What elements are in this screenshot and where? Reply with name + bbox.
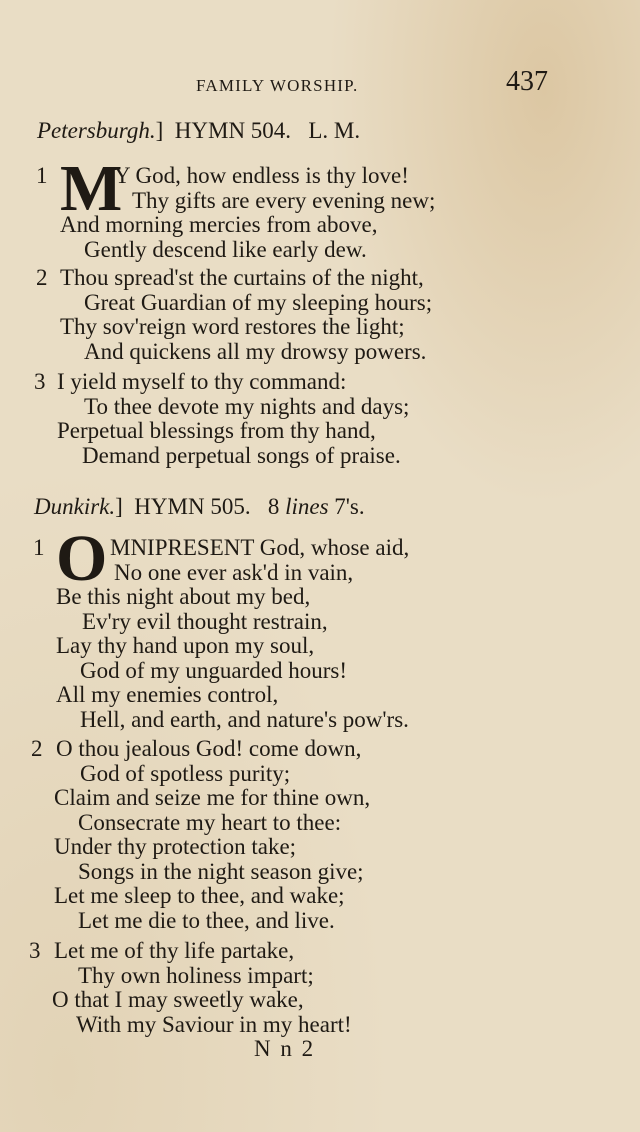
hymn-504-dropcap: M — [60, 152, 123, 225]
hymn-505-tune: Dunkirk. — [34, 494, 116, 519]
hymn-504-line: Perpetual blessings from thy hand, — [57, 418, 376, 443]
hymn-505-line: Claim and seize me for thine own, — [54, 785, 371, 810]
hymn-504-line: Thy sov'reign word restores the light; — [60, 314, 405, 339]
hymn-505-line: Songs in the night season give; — [78, 859, 364, 884]
hymn-505-line: MNIPRESENT God, whose aid, — [110, 535, 410, 560]
hymn-505-dropcap: O — [56, 522, 108, 595]
hymn-505-line: Let me sleep to thee, and wake; — [54, 883, 345, 908]
running-head: FAMILY WORSHIP. — [196, 76, 359, 95]
hymn-505-verse-3-number: 3 — [29, 938, 41, 963]
hymn-505-line: Be this night about my bed, — [56, 584, 311, 609]
hymn-505-verse-1-number: 1 — [33, 535, 45, 560]
hymn-505-meter-word: lines — [285, 494, 329, 519]
hymn-505-bracket: ] — [115, 494, 123, 519]
hymn-505-meter-count: 8 — [267, 494, 280, 519]
hymn-505-line: No one ever ask'd in vain, — [114, 560, 354, 585]
hymn-504-line: Thy gifts are every evening new; — [132, 188, 436, 213]
hymn-505-line: Ev'ry evil thought restrain, — [82, 609, 328, 634]
page-number: 437 — [506, 66, 548, 97]
hymn-505-line: O thou jealous God! come down, — [56, 736, 362, 761]
hymn-504-tune: Petersburgh. — [37, 118, 156, 143]
hymn-505-line: Under thy protection take; — [54, 834, 297, 859]
hymn-504-bracket: ] — [155, 118, 164, 143]
hymn-505-line: God of my unguarded hours! — [80, 658, 348, 683]
hymn-505-heading — [34, 494, 365, 520]
hymn-505-meter-suffix: 7's. — [334, 494, 365, 519]
hymn-504-meter: L. M. — [308, 118, 361, 143]
hymn-505-line: O that I may sweetly wake, — [52, 987, 304, 1012]
hymn-505-line: God of spotless purity; — [80, 761, 291, 786]
hymn-504-line: I yield myself to thy command: — [57, 369, 347, 394]
hymn-505-line: All my enemies control, — [56, 682, 279, 707]
hymn-504-verse-2-number: 2 — [36, 265, 48, 290]
hymn-505-line: Consecrate my heart to thee: — [78, 810, 342, 835]
hymn-505-line: Thy own holiness impart; — [78, 963, 314, 988]
hymn-505-line: Lay thy hand upon my soul, — [56, 633, 315, 658]
signature-mark: N n 2 — [254, 1036, 316, 1061]
hymn-504-verse-1-number: 1 — [36, 163, 48, 188]
hymn-505-line: Hell, and earth, and nature's pow'rs. — [80, 707, 409, 732]
hymn-504-verse-3-number: 3 — [34, 369, 46, 394]
hymn-505-title: HYMN 505. — [134, 494, 251, 519]
hymn-504-heading — [37, 118, 360, 144]
hymn-504-line: Gently descend like early dew. — [84, 237, 367, 262]
hymn-505-line: With my Saviour in my heart! — [76, 1012, 352, 1037]
hymn-504-line: Thou spread'st the curtains of the night, — [60, 265, 424, 290]
hymn-504-line: To thee devote my nights and days; — [84, 394, 410, 419]
hymn-504-line: And morning mercies from above, — [60, 212, 378, 237]
hymn-504-line: Great Guardian of my sleeping hours; — [84, 290, 433, 315]
hymn-505-verse-2-number: 2 — [31, 736, 43, 761]
hymn-504-line: Y God, how endless is thy love! — [114, 163, 409, 188]
hymn-505-line: Let me of thy life partake, — [54, 938, 295, 963]
hymn-505-line: Let me die to thee, and live. — [78, 908, 335, 933]
hymn-504-line: And quickens all my drowsy powers. — [84, 339, 427, 364]
hymn-504-line: Demand perpetual songs of praise. — [82, 443, 401, 468]
hymn-504-title: HYMN 504. — [174, 118, 292, 143]
